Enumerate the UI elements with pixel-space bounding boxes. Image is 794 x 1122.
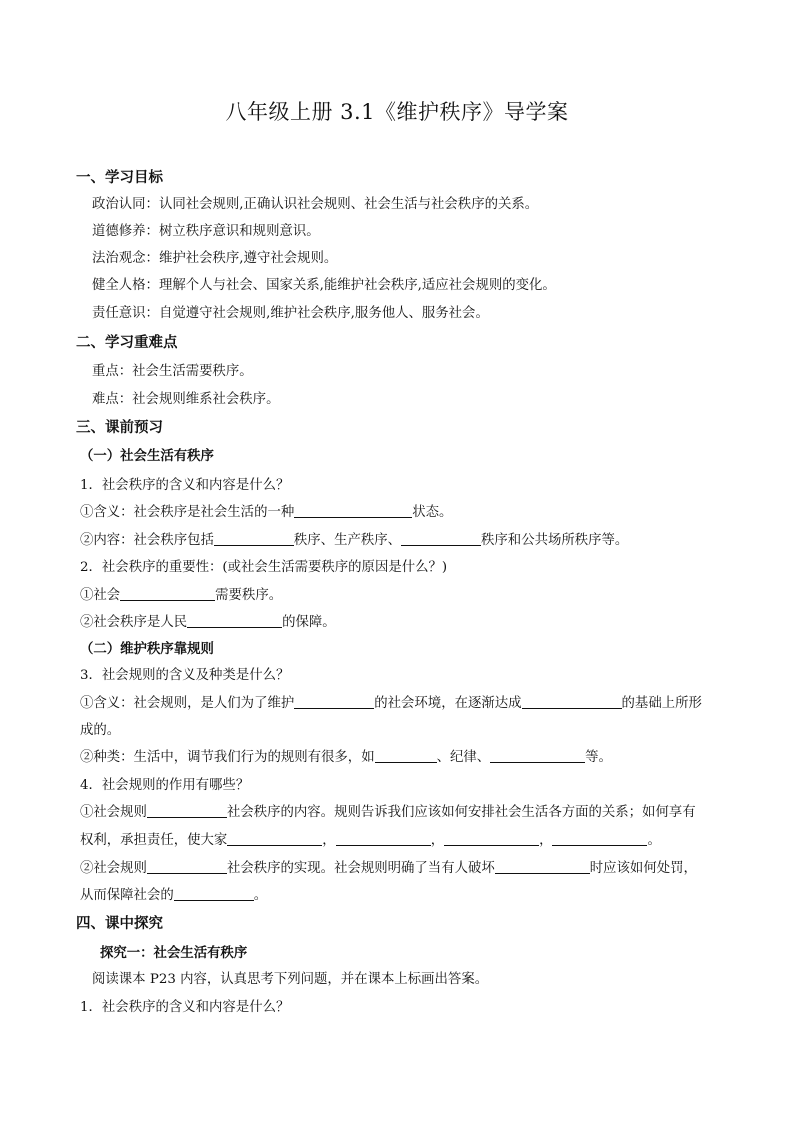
line-text: ②社会规则	[80, 861, 147, 876]
line-text: 。	[647, 833, 661, 848]
fill-blank-line	[80, 801, 730, 825]
line-text: 等。	[585, 750, 612, 765]
section-heading-preview: 三、课前预习	[76, 419, 163, 436]
fill-blank-line	[80, 501, 730, 525]
line-text: ①社会	[80, 588, 121, 603]
goal-item: 道德修养：树立秩序意识和规则意识。	[92, 224, 320, 239]
answer-blank[interactable]	[294, 694, 374, 709]
goal-item: 政治认同：认同社会规则,正确认识社会规则、社会生活与社会秩序的关系。	[92, 197, 539, 212]
subsection-heading: （二）维护秩序靠规则	[80, 641, 214, 657]
answer-blank[interactable]	[522, 694, 622, 709]
fill-blank-line	[80, 692, 730, 716]
answer-blank[interactable]	[490, 748, 585, 763]
question-line: 1．社会秩序的含义和内容是什么？	[80, 1000, 290, 1015]
line-text: 社会秩序的实现。社会规则明确了当有人破坏	[226, 861, 495, 876]
question-line: 1．社会秩序的含义和内容是什么？	[80, 478, 290, 493]
answer-blank[interactable]	[336, 831, 431, 846]
line-text: 、纪律、	[436, 750, 491, 765]
goal-item: 健全人格：理解个人与社会、国家关系,能维护社会秩序,适应社会规则的变化。	[92, 278, 556, 293]
answer-blank[interactable]	[375, 748, 437, 763]
key-point: 重点：社会生活需要秩序。	[92, 364, 253, 379]
difficult-point: 难点：社会规则维系社会秩序。	[92, 392, 280, 407]
line-text: ，	[539, 833, 553, 848]
answer-blank[interactable]	[187, 613, 282, 628]
answer-blank[interactable]	[120, 586, 215, 601]
fill-blank-line	[80, 884, 730, 908]
answer-blank[interactable]	[227, 831, 322, 846]
answer-blank[interactable]	[444, 831, 539, 846]
line-text: 社会秩序的内容。规则告诉我们应该如何安排社会生活各方面的关系；如何享有	[226, 805, 696, 820]
goal-item: 法治观念：维护社会秩序,遵守社会规则。	[92, 251, 338, 266]
line-text: 。	[253, 888, 268, 903]
line-text: ②社会秩序是人民	[80, 615, 188, 630]
instruction-line: 阅读课本 P23 内容，认真思考下列问题，并在课本上标画出答案。	[92, 972, 489, 987]
line-text: 的基础上所形	[621, 696, 702, 711]
answer-blank[interactable]	[214, 531, 294, 546]
question-line: 4．社会规则的作用有哪些？	[80, 778, 250, 793]
line-text: ①含义：社会规则，是人们为了维护	[80, 696, 295, 711]
line-text: ，	[322, 833, 336, 848]
line-text: ，	[430, 833, 445, 848]
answer-blank[interactable]	[401, 531, 481, 546]
section-heading-goals: 一、学习目标	[76, 169, 163, 186]
answer-blank[interactable]	[552, 831, 647, 846]
document-title: 八年级上册 3.1《维护秩序》导学案	[225, 100, 569, 124]
fill-blank-line	[80, 746, 730, 770]
line-text: ②内容：社会秩序包括	[80, 533, 214, 548]
answer-blank[interactable]	[495, 859, 590, 874]
line-text: ②种类：生活中，调节我们行为的规则有很多，如	[80, 750, 375, 765]
line-text: ①含义：社会秩序是社会生活的一种	[80, 505, 295, 520]
question-line: 3．社会规则的含义及种类是什么？	[80, 668, 290, 683]
line-text: 的社会环境，在逐渐达成	[374, 696, 522, 711]
line-text: 时应该如何处罚，	[589, 861, 697, 876]
answer-blank[interactable]	[294, 503, 412, 518]
line-text: 秩序和公共场所秩序等。	[481, 533, 629, 548]
answer-blank[interactable]	[147, 803, 227, 818]
goal-item: 责任意识：自觉遵守社会规则,维护社会秩序,服务他人、服务社会。	[92, 306, 489, 321]
fill-blank-line	[80, 611, 730, 635]
line-text: 需要秩序。	[215, 588, 283, 603]
fill-blank-line	[80, 529, 730, 553]
line-text: 的保障。	[282, 615, 336, 630]
line-text: ①社会规则	[80, 805, 147, 820]
line-text: 秩序、生产秩序、	[293, 533, 402, 548]
question-line: 2．社会秩序的重要性：(或社会生活需要秩序的原因是什么？)	[80, 560, 448, 575]
fill-blank-line	[80, 857, 730, 881]
continuation-line: 成的。	[80, 723, 121, 738]
line-text: 从而保障社会的	[80, 888, 174, 903]
line-text: 状态。	[412, 505, 453, 520]
answer-blank[interactable]	[147, 859, 227, 874]
section-heading-inclass: 四、课中探究	[76, 915, 163, 932]
subsection-heading: （一）社会生活有秩序	[80, 448, 214, 464]
section-heading-keypoints: 二、学习重难点	[76, 334, 178, 351]
answer-blank[interactable]	[174, 886, 254, 901]
fill-blank-line	[80, 829, 730, 853]
line-text: 权利，承担责任，使大家	[80, 833, 228, 848]
explore-heading: 探究一：社会生活有秩序	[100, 945, 248, 961]
fill-blank-line	[80, 584, 730, 608]
